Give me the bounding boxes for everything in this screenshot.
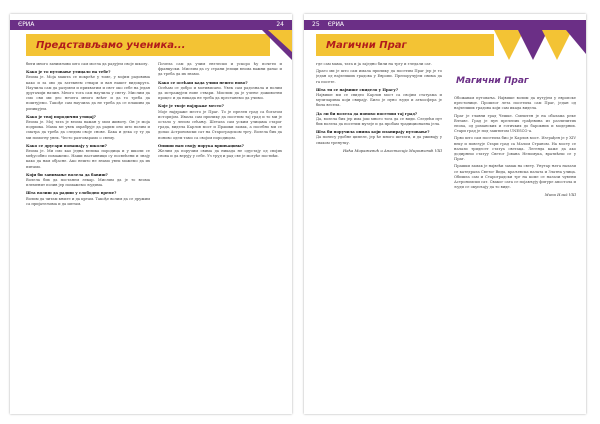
right-header-label: ЄРИА — [327, 21, 345, 28]
right-decor-triangles — [494, 30, 586, 70]
question-heading: Да ли би волела да поново посетиш тај град? — [316, 110, 418, 116]
paragraph: Волим да читам књиге и да цртам. Такође волим да се дружим са пријатељима и да шетам. — [26, 196, 150, 206]
paragraph: Веома је. Мој тата је веома важан у мом животу. Он је моја подршка. Мама ме увек охрабрује да радим оно што волим и сматра да треба да следим своје снове. Бака и дека су ту да ми помогну увек. Често разговарамо о свему. — [26, 120, 150, 140]
left-page — [10, 14, 292, 414]
left-article — [26, 62, 282, 404]
question-heading: Шта волиш да радиш у слободно време? — [26, 190, 117, 196]
paragraph: Праг је главни град Чешке. Смештен је на обалама реке Влтаве. Град је пун прелепих грађевина из различитих епоха, од романских и готичких до барокних и модерних. Стари град је под заштитом UNESCO-а. — [454, 113, 576, 134]
left-column-2 — [158, 62, 282, 404]
question-heading: Како је твој породични утицај? — [26, 113, 96, 119]
question-heading: Шта би поручила онима који планирају путовање? — [316, 129, 430, 135]
right-page-header-bar — [304, 20, 586, 30]
left-column-1 — [26, 62, 150, 404]
left-page-header-bar — [10, 20, 292, 30]
paragraph: Почела сам да учим енглески и ускоро ћу почети и француски. Мислим да су страни језици веома важни данас и да треба да их знамо. — [158, 62, 282, 77]
right-article-title: Магични Праг — [456, 76, 529, 86]
right-page-number: 25 — [312, 21, 320, 28]
right-banner — [316, 34, 494, 56]
paragraph: Обожавам путовања. Највише волим да путујем у европске престонице. Прошлог лета посетила сам Праг, један од најлепших градова који сам икада видела. — [454, 96, 576, 111]
paragraph: Веома је. Моја машта се покреће у томе, у мојим радовима како и за ово да затекнем ствари и ван нашег видокруга. Научила сам да разумем и прихватим и свет око себе на један другачији начин. Много тога сам научила у свету. Мислим да смо сви ми део нечега много већег и да то треба да поштујемо. Такође сам научила да не треба да се плашим да ризикујем. — [26, 75, 150, 111]
left-banner — [26, 34, 270, 56]
question-heading: Опиши нам своју порука вршњацима? — [158, 142, 244, 148]
paragraph: Волела бих да постанем лекар. Мислим да је то веома племенит позив јер помажемо људима. — [26, 178, 150, 188]
paragraph: Да понесу удобне ципеле, јер ће много шетати, и да уживају у сваком тренутку. — [316, 135, 442, 145]
question-heading: Како се осећаш када учиш нешто ново? — [158, 79, 248, 85]
author-signature: Мина Илиќ VIII — [544, 192, 576, 198]
paragraph: Да, волела бих јер има још много тога да се види. Следећи пут бих волела да посетим музеје и да пробам традиционална јела. — [316, 116, 442, 127]
paragraph: Желим да поручим свима да никада не одустају од својих снова и да верују у себе. Уз труд и рад све је могуће постићи. — [158, 149, 282, 159]
paragraph: где сам мама, тата и ја заједно били на тргу и гледали сат. — [316, 62, 432, 66]
question-heading: Како је то путовање утицало на тебе? — [26, 69, 111, 75]
right-column-2 — [454, 96, 576, 400]
left-banner-title: Представљамо ученика... — [36, 39, 186, 51]
paragraph: Веома је. Ми смо као једна велика породица и у школи се међусобно помажемо. Наши наставници су посвећени и знају како да нам објасне. Ако нешто не знамо увек можемо да их питамо. — [26, 149, 150, 169]
paragraph: Драго ми је што сам имала прилику да посетим Праг јер је то један од најлепших градова у Европи. Препоручујем свима да га посете. — [316, 69, 442, 84]
question-heading: Шта ти се највише свидело у Прагу? — [316, 86, 399, 92]
paragraph: Прашки замак је највећи замак на свету. Унутар њега налази се катедрала Светог Вида, краљевска палата и Златна улица. Обишла сам и Староградски трг на коме се налази чувени Астрономски сат. Сваког сата се појављују фигуре апостола и људи се окупљају да то виде. — [454, 164, 576, 190]
left-page-number: 24 — [276, 21, 284, 28]
author-signature: Наћа Миражевић и Анастасија Миражевић VIII — [342, 147, 442, 153]
paragraph: Осећам се добро и мотивисано. Увек сам радознала и волим да истражујем нове ствари. Мислим да је учење доживотни процес и да никада не треба да престанемо да учимо. — [158, 85, 282, 101]
right-column-1 — [316, 62, 442, 400]
left-decor-triangles — [262, 30, 292, 60]
left-header-label: ЄРИА — [18, 21, 35, 28]
question-heading: Које је твоје најдраже место? — [158, 103, 224, 109]
question-heading: Како се другари понашају у школи? — [26, 142, 107, 148]
paragraph: Највише ми се свидео Карлов мост са својим статуама и музичарима који свирају. Било је пуно људи и атмосфера је била весела. — [316, 93, 442, 108]
right-banner-title: Магични Праг — [326, 39, 407, 51]
question-heading: Који би занимање волела да бавиш? — [26, 171, 108, 177]
paragraph: Моје најдраже место је Праг. То је прелеп град са богатом историјом. Имала сам прилику да посетим тај град и то ми је остало у лепом сећању. Шетала сам уским улицама старог града, видела Карлов мост и Прашки замак, а посебно ми се допао Астрономски сат на Староградском тргу. Волела бих да поново одем тамо са својом породицом. — [158, 109, 282, 140]
paragraph: Прво што сам посетила био је Карлов мост. Изграђен је у XIV веку и повезује Стари град са Малом Страном. На мосту се налази тридесет статуа светаца. Легенда каже да ако додирнеш статуу Светог Јована Непомука, вратићеш се у Праг. — [454, 136, 576, 162]
paragraph: бити много занимљиво што сам могла да радујем своје школу. — [26, 62, 149, 66]
right-page — [304, 14, 586, 414]
